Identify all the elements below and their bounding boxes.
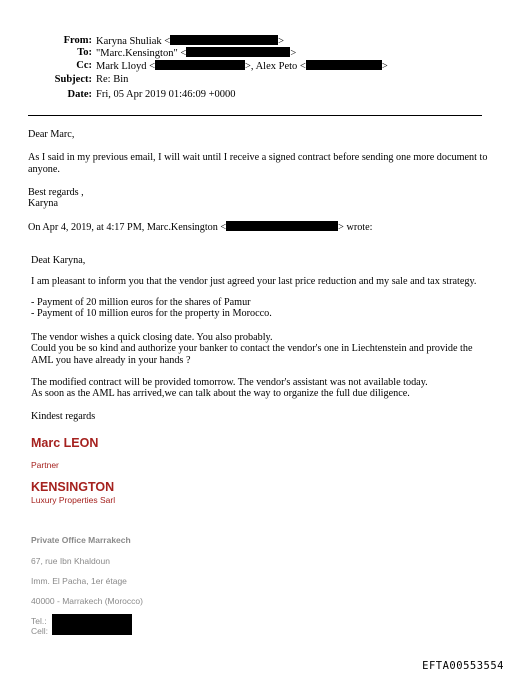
signature-company-sub: Luxury Properties Sarl <box>31 495 116 505</box>
document-id: EFTA00553554 <box>422 660 504 672</box>
quoted-paragraph-3b: As soon as the AML has arrived,we can talk about the way to organize the full due diligence. <box>31 388 410 399</box>
quoted-paragraph-1: I am pleasant to inform you that the vendor just agreed your last price reduction and my sale and tax strategy. <box>31 276 477 287</box>
redaction-bar <box>226 221 338 231</box>
cell-label: Cell: <box>31 626 49 636</box>
quote-intro-before: On Apr 4, 2019, at 4:17 PM, Marc.Kensington < <box>28 222 227 233</box>
signature-office: Private Office Marrakech <box>31 535 131 545</box>
header-divider <box>28 115 482 116</box>
cc-mid: >, Alex Peto < <box>245 61 306 72</box>
redaction-bar <box>52 614 132 635</box>
signature-title: Partner <box>31 460 59 470</box>
quote-intro <box>28 221 488 234</box>
quoted-closing: Kindest regards <box>31 411 96 422</box>
date-label: Date: <box>67 89 92 100</box>
quote-intro-after: > wrote: <box>338 222 373 233</box>
quoted-bullet-2: - Payment of 10 million euros for the property in Morocco. <box>31 308 272 319</box>
from-value: Karyna Shuliak < <box>96 36 171 47</box>
subject-label: Subject: <box>54 74 92 85</box>
cc-tail: > <box>381 61 388 72</box>
signature-cell <box>31 626 48 636</box>
redaction-bar <box>170 35 278 45</box>
signature-company: KENSINGTON <box>31 480 115 494</box>
quoted-paragraph-3a: The modified contract will be provided tomorrow. The vendor's assistant was not available today. <box>31 377 428 388</box>
from-label: From: <box>63 35 92 46</box>
reply-body: As I said in my previous email, I will wait until I receive a signed contract before sending one more document to anyone. <box>28 152 488 175</box>
signature-address-2: Imm. El Pacha, 1er étage <box>31 576 127 586</box>
tel-label: Tel.: <box>31 616 47 626</box>
reply-greeting: Dear Marc, <box>28 129 75 140</box>
date-value: Fri, 05 Apr 2019 01:46:09 +0000 <box>96 89 236 100</box>
to-value: "Marc.Kensington" < <box>96 48 187 59</box>
quoted-paragraph-2b: Could you be so kind and authorize your banker to contact the vendor's one in Liechtenstein and provide the AML you have already in your hands ? <box>31 343 473 366</box>
signature-address-3: 40000 - Marrakech (Morocco) <box>31 596 143 606</box>
reply-name: Karyna <box>28 198 58 209</box>
redaction-bar <box>306 60 382 70</box>
signature-tel <box>31 616 47 626</box>
quoted-paragraph-2a: The vendor wishes a quick closing date. You also probably. <box>31 332 273 343</box>
reply-closing: Best regards , <box>28 187 84 198</box>
to-tail: > <box>290 48 297 59</box>
signature-address-1: 67, rue Ibn Khaldoun <box>31 556 110 566</box>
quoted-bullet-1: - Payment of 20 million euros for the shares of Pamur <box>31 297 251 308</box>
to-label: To: <box>77 47 92 58</box>
cc-label: Cc: <box>76 60 92 71</box>
quoted-greeting: Deat Karyna, <box>31 255 86 266</box>
redaction-bar <box>155 60 245 70</box>
subject-value: Re: Bin <box>96 74 129 85</box>
signature-name: Marc LEON <box>31 436 99 450</box>
redaction-bar <box>186 47 290 57</box>
from-tail: > <box>278 36 285 47</box>
cc-value: Mark Lloyd < <box>96 61 155 72</box>
